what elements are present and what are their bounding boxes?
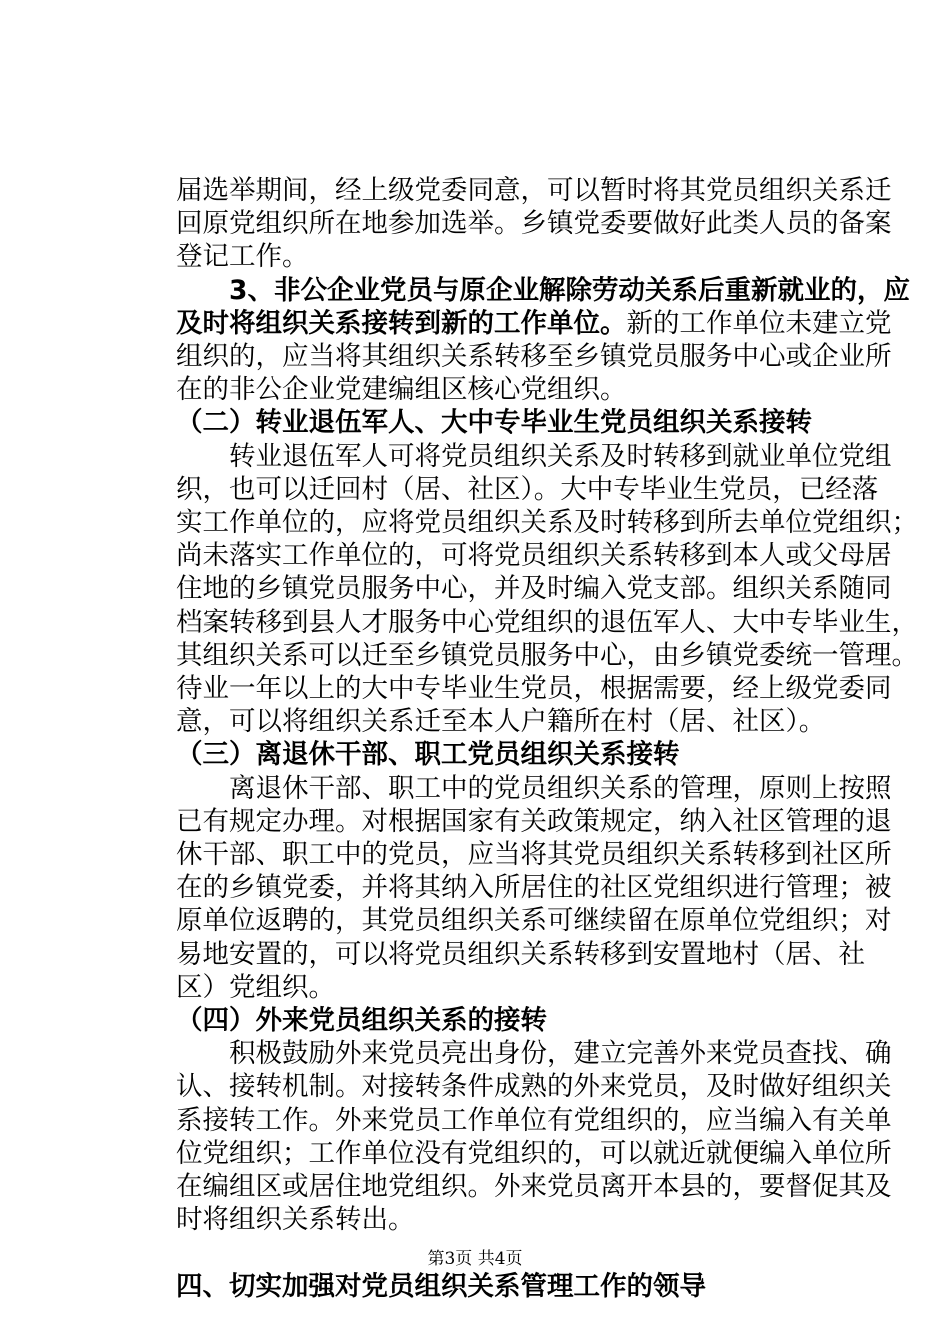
paragraph-line: 原单位返聘的，其党员组织关系可继续留在原单位党组织；对 — [176, 905, 892, 937]
paragraph-line: 组织的，应当将其组织关系转移至乡镇党员服务中心或企业所 — [176, 341, 892, 372]
paragraph-line: 离退休干部、职工中的党员组织关系的管理，原则上按照 — [229, 772, 892, 804]
mixed-line — [176, 306, 892, 342]
paragraph-line: 积极鼓励外来党员亮出身份，建立完善外来党员查找、确 — [229, 1038, 892, 1070]
paragraph-line: 在编组区或居住地党组织。外来党员离开本县的，要督促其及 — [176, 1171, 892, 1202]
chapter-heading: 四、切实加强对党员组织关系管理工作的领导 — [176, 1270, 706, 1302]
paragraph-line: 意，可以将组织关系迁至本人户籍所在村（居、社区）。 — [176, 706, 826, 738]
paragraph-line: 在的乡镇党委，并将其纳入所居住的社区党组织进行管理；被 — [176, 872, 892, 904]
page-footer: 第3页 共4页 — [427, 1249, 523, 1269]
paragraph-line: 档案转移到县人才服务中心党组织的退伍军人、大中专毕业生， — [176, 606, 918, 638]
paragraph-line: 在的非公企业党建编组区核心党组织。 — [176, 374, 627, 406]
paragraph-line: 系接转工作。外来党员工作单位有党组织的，应当编入有关单 — [176, 1104, 892, 1136]
paragraph-line: 登记工作。 — [176, 241, 309, 273]
paragraph-line: 位党组织；工作单位没有党组织的，可以就近就便编入单位所 — [176, 1137, 892, 1169]
section-heading: （三）离退休干部、职工党员组织关系接转 — [176, 739, 680, 771]
paragraph-line: 区）党组织。 — [176, 971, 335, 1003]
paragraph-line: 时将组织关系转出。 — [176, 1204, 415, 1236]
paragraph-line: 尚未落实工作单位的，可将党员组织关系转移到本人或父母居 — [176, 540, 892, 572]
bold-item-text: 及时将组织关系接转到新的工作单位。 — [176, 307, 627, 339]
paragraph-line: 其组织关系可以迁至乡镇党员服务中心，由乡镇党委统一管理。 — [176, 639, 918, 671]
paragraph-line: 休干部、职工中的党员，应当将其党员组织关系转移到社区所 — [176, 839, 892, 870]
bold-item-line: 3、非公企业党员与原企业解除劳动关系后重新就业的，应 — [229, 274, 910, 306]
paragraph-line: 已有规定办理。对根据国家有关政策规定，纳入社区管理的退 — [176, 805, 892, 837]
paragraph-line: 转业退伍军人可将党员组织关系及时转移到就业单位党组 — [229, 440, 892, 472]
paragraph-line: 届选举期间，经上级党委同意，可以暂时将其党员组织关系迁 — [176, 175, 892, 206]
paragraph-line: 易地安置的，可以将党员组织关系转移到安置地村（居、社 — [176, 938, 865, 970]
section-heading: （四）外来党员组织关系的接转 — [176, 1005, 547, 1036]
paragraph-line: 待业一年以上的大中专毕业生党员，根据需要，经上级党委同 — [176, 673, 892, 704]
paragraph-text: 新的工作单位未建立党 — [626, 307, 892, 339]
section-heading: （二）转业退伍军人、大中专毕业生党员组织关系接转 — [176, 407, 812, 439]
paragraph-line: 织，也可以迁回村（居、社区）。大中专毕业生党员，已经落 — [176, 473, 879, 505]
paragraph-line: 实工作单位的，应将党员组织关系及时转移到所去单位党组织； — [176, 507, 918, 538]
paragraph-line: 认、接转机制。对接转条件成熟的外来党员，及时做好组织关 — [176, 1071, 892, 1103]
paragraph-line: 住地的乡镇党员服务中心，并及时编入党支部。组织关系随同 — [176, 573, 892, 605]
paragraph-line: 回原党组织所在地参加选举。乡镇党委要做好此类人员的备案 — [176, 208, 892, 240]
